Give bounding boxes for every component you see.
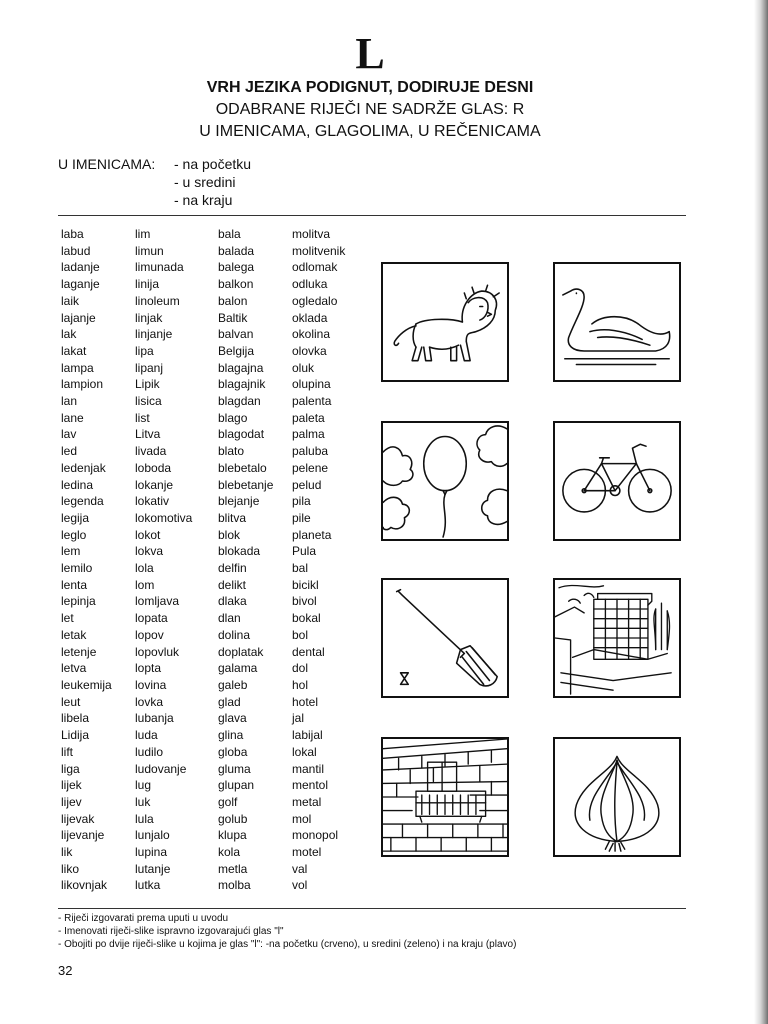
positions-list xyxy=(174,155,251,209)
word-item: ledina xyxy=(61,477,94,492)
word-item: mol xyxy=(292,811,312,826)
word-item: metla xyxy=(218,861,248,876)
word-item: lan xyxy=(61,394,78,409)
word-item: mentol xyxy=(292,778,329,793)
word-item: lak xyxy=(61,327,77,342)
word-column-3 xyxy=(218,226,273,894)
word-item: paleta xyxy=(292,410,325,425)
word-item: lomljava xyxy=(135,594,180,609)
word-item: linija xyxy=(135,277,160,292)
word-item: libela xyxy=(61,711,90,726)
word-item: hotel xyxy=(292,694,319,709)
word-item: Lidija xyxy=(61,728,90,743)
word-item: leglo xyxy=(61,527,87,542)
onion-picture xyxy=(553,737,681,857)
word-item: legenda xyxy=(61,494,104,509)
word-item: luda xyxy=(135,728,158,743)
word-item: galama xyxy=(218,661,258,676)
word-item: jal xyxy=(292,711,305,726)
word-item: linjak xyxy=(135,310,163,325)
word-item: lula xyxy=(135,811,154,826)
word-item: pile xyxy=(292,510,311,525)
word-item: blagodat xyxy=(218,427,265,442)
word-item: lokativ xyxy=(135,494,170,509)
word-item: odlomak xyxy=(292,260,338,275)
word-item: lunjalo xyxy=(135,828,170,843)
word-item: pila xyxy=(292,494,311,509)
word-item: ogledalo xyxy=(292,293,338,308)
word-item: balon xyxy=(218,293,248,308)
word-item: lakat xyxy=(61,343,87,358)
word-item: lampion xyxy=(61,377,104,392)
word-item: metal xyxy=(292,794,322,809)
word-item: lutanje xyxy=(135,861,171,876)
word-item: labijal xyxy=(292,728,323,743)
word-item: oklada xyxy=(292,310,328,325)
word-item: lav xyxy=(61,427,77,442)
word-item: blebetanje xyxy=(218,477,274,492)
word-item: bol xyxy=(292,627,309,642)
instructions-list xyxy=(58,912,516,951)
word-item: balkon xyxy=(218,277,254,292)
word-item: val xyxy=(292,861,308,876)
heading-line-1: VRH JEZIKA PODIGNUT, DODIRUJE DESNI xyxy=(206,79,534,96)
word-item: dol xyxy=(292,661,309,676)
word-item: ludovanje xyxy=(135,761,187,776)
word-item: linjanje xyxy=(135,327,173,342)
word-item: luk xyxy=(135,794,151,809)
word-item: Lipik xyxy=(135,377,160,392)
word-item: palenta xyxy=(292,394,332,409)
word-item: laba xyxy=(61,227,84,241)
word-item: mantil xyxy=(292,761,325,776)
word-item: lemilo xyxy=(61,561,93,576)
word-item: blagajna xyxy=(218,360,264,375)
word-item: lijev xyxy=(61,794,82,809)
word-column-1 xyxy=(61,226,112,894)
house-wall-picture xyxy=(381,737,509,857)
word-item: klupa xyxy=(218,828,247,843)
word-item: monopol xyxy=(292,828,339,843)
word-item: olovka xyxy=(292,343,327,358)
word-item: lupina xyxy=(135,845,168,860)
bicycle-picture xyxy=(553,421,681,541)
word-item: balada xyxy=(218,243,255,258)
word-item: bivol xyxy=(292,594,317,609)
word-item: lokanje xyxy=(135,477,174,492)
word-item: laik xyxy=(61,293,80,308)
top-divider xyxy=(58,215,686,216)
word-item: let xyxy=(61,611,74,626)
word-item: lijek xyxy=(61,778,82,793)
word-item: oluk xyxy=(292,360,315,375)
position-item: - na početku xyxy=(174,156,252,172)
word-item: lenta xyxy=(61,577,88,592)
word-item: Pula xyxy=(292,544,317,559)
word-item: Belgija xyxy=(218,343,255,358)
word-item: golf xyxy=(218,794,238,809)
building-picture xyxy=(553,578,681,698)
word-item: pelud xyxy=(292,477,322,492)
word-item: led xyxy=(61,444,78,459)
position-item: - na kraju xyxy=(174,192,233,208)
word-item: blokada xyxy=(218,544,261,559)
word-item: hol xyxy=(292,677,309,692)
word-item: lovka xyxy=(135,694,164,709)
word-item: liko xyxy=(61,861,80,876)
word-item: lampa xyxy=(61,360,94,375)
word-column-2 xyxy=(135,226,192,894)
word-item: lajanje xyxy=(61,310,96,325)
word-item: glina xyxy=(218,728,244,743)
word-item: blago xyxy=(218,410,248,425)
word-item: lane xyxy=(61,410,84,425)
instruction-item: - Obojiti po dvije riječi-slike u kojima je glas "l": -na početku (crveno), u sredini (zeleno) i na kraju (plavo) xyxy=(58,939,517,950)
page-number: 32 xyxy=(58,963,73,978)
word-item: paluba xyxy=(292,444,329,459)
word-item: dental xyxy=(292,644,325,659)
word-column-4 xyxy=(292,226,345,894)
word-item: lipa xyxy=(135,343,154,358)
word-item: blagdan xyxy=(218,394,261,409)
word-item: motel xyxy=(292,845,322,860)
bottom-divider xyxy=(58,908,686,909)
word-item: ladanje xyxy=(61,260,100,275)
lion-picture xyxy=(381,262,509,382)
instruction-item: - Imenovati riječi-slike ispravno izgovarajući glas "l" xyxy=(58,926,284,937)
word-item: lem xyxy=(61,544,81,559)
word-item: molitvenik xyxy=(292,243,346,258)
word-item: molba xyxy=(218,878,251,893)
word-item: globa xyxy=(218,744,248,759)
word-item: likovnjak xyxy=(61,878,108,893)
word-item: lijevanje xyxy=(61,828,105,843)
word-item: gluma xyxy=(218,761,251,776)
word-item: bal xyxy=(292,561,309,576)
word-item: lipanj xyxy=(135,360,164,375)
word-item: letva xyxy=(61,661,87,676)
word-item: dlaka xyxy=(218,594,247,609)
word-item: golub xyxy=(218,811,248,826)
word-item: glad xyxy=(218,694,241,709)
word-item: liga xyxy=(61,761,80,776)
word-item: galeb xyxy=(218,677,248,692)
word-item: labud xyxy=(61,243,91,258)
positions-label: U IMENICAMA: xyxy=(58,156,156,172)
heading-line-2: ODABRANE RIJEČI NE SADRŽE GLAS: R xyxy=(215,101,525,118)
word-item: balega xyxy=(218,260,255,275)
word-item: lopovluk xyxy=(135,644,180,659)
position-item: - u sredini xyxy=(174,174,236,190)
instruction-item: - Riječi izgovarati prema uputi u uvodu xyxy=(58,913,229,924)
word-item: lokot xyxy=(135,527,161,542)
word-item: blejanje xyxy=(218,494,260,509)
word-item: Baltik xyxy=(218,310,248,325)
word-item: blok xyxy=(218,527,241,542)
word-item: Litva xyxy=(135,427,161,442)
word-item: loboda xyxy=(135,460,172,475)
word-item: vol xyxy=(292,878,308,893)
word-item: dlan xyxy=(218,611,241,626)
word-item: livada xyxy=(135,444,167,459)
word-item: linoleum xyxy=(135,293,180,308)
word-item: list xyxy=(135,410,150,425)
heading-line-3: U IMENICAMA, GLAGOLIMA, U REČENICAMA xyxy=(199,123,541,140)
word-item: glava xyxy=(218,711,247,726)
word-item: glupan xyxy=(218,778,255,793)
word-item: blato xyxy=(218,444,245,459)
positions-block xyxy=(58,155,251,209)
word-item: lift xyxy=(61,744,73,759)
word-item: blagajnik xyxy=(218,377,266,392)
word-item: lovina xyxy=(135,677,167,692)
word-item: lepinja xyxy=(61,594,96,609)
word-item: limunada xyxy=(135,260,184,275)
word-item: lik xyxy=(61,845,73,860)
word-item: lopta xyxy=(135,661,162,676)
word-item: molitva xyxy=(292,227,331,241)
broom-picture xyxy=(381,578,509,698)
letter-heading: L xyxy=(355,29,385,78)
word-item: lijevak xyxy=(61,811,95,826)
word-item: delikt xyxy=(218,577,247,592)
word-item: lopata xyxy=(135,611,168,626)
word-item: ludilo xyxy=(135,744,164,759)
page-edge-shadow xyxy=(754,0,768,1024)
word-item: blitva xyxy=(218,510,247,525)
word-item: lisica xyxy=(135,394,162,409)
word-item: legija xyxy=(61,510,90,525)
word-item: lopov xyxy=(135,627,164,642)
word-item: bokal xyxy=(292,611,321,626)
word-item: limun xyxy=(135,243,164,258)
word-item: olupina xyxy=(292,377,331,392)
word-item: lola xyxy=(135,561,154,576)
word-item: lokomotiva xyxy=(135,510,193,525)
word-item: lokva xyxy=(135,544,164,559)
word-item: dolina xyxy=(218,627,251,642)
word-item: ledenjak xyxy=(61,460,106,475)
word-item: laganje xyxy=(61,277,100,292)
word-item: pelene xyxy=(292,460,329,475)
word-item: kola xyxy=(218,845,241,860)
word-item: okolina xyxy=(292,327,331,342)
word-item: lubanja xyxy=(135,711,174,726)
swan-picture xyxy=(553,262,681,382)
word-item: lom xyxy=(135,577,155,592)
word-item: balvan xyxy=(218,327,254,342)
word-item: planeta xyxy=(292,527,332,542)
word-item: delfin xyxy=(218,561,247,576)
word-item: lim xyxy=(135,227,151,241)
word-item: leut xyxy=(61,694,81,709)
word-item: odluka xyxy=(292,277,328,292)
word-item: palma xyxy=(292,427,325,442)
word-item: lug xyxy=(135,778,152,793)
balloon-picture xyxy=(381,421,509,541)
word-item: leukemija xyxy=(61,677,112,692)
word-item: lutka xyxy=(135,878,161,893)
word-item: letak xyxy=(61,627,87,642)
word-item: lokal xyxy=(292,744,317,759)
word-item: doplatak xyxy=(218,644,264,659)
word-item: bala xyxy=(218,227,241,241)
word-item: letenje xyxy=(61,644,97,659)
word-item: blebetalo xyxy=(218,460,267,475)
word-item: bicikl xyxy=(292,577,319,592)
